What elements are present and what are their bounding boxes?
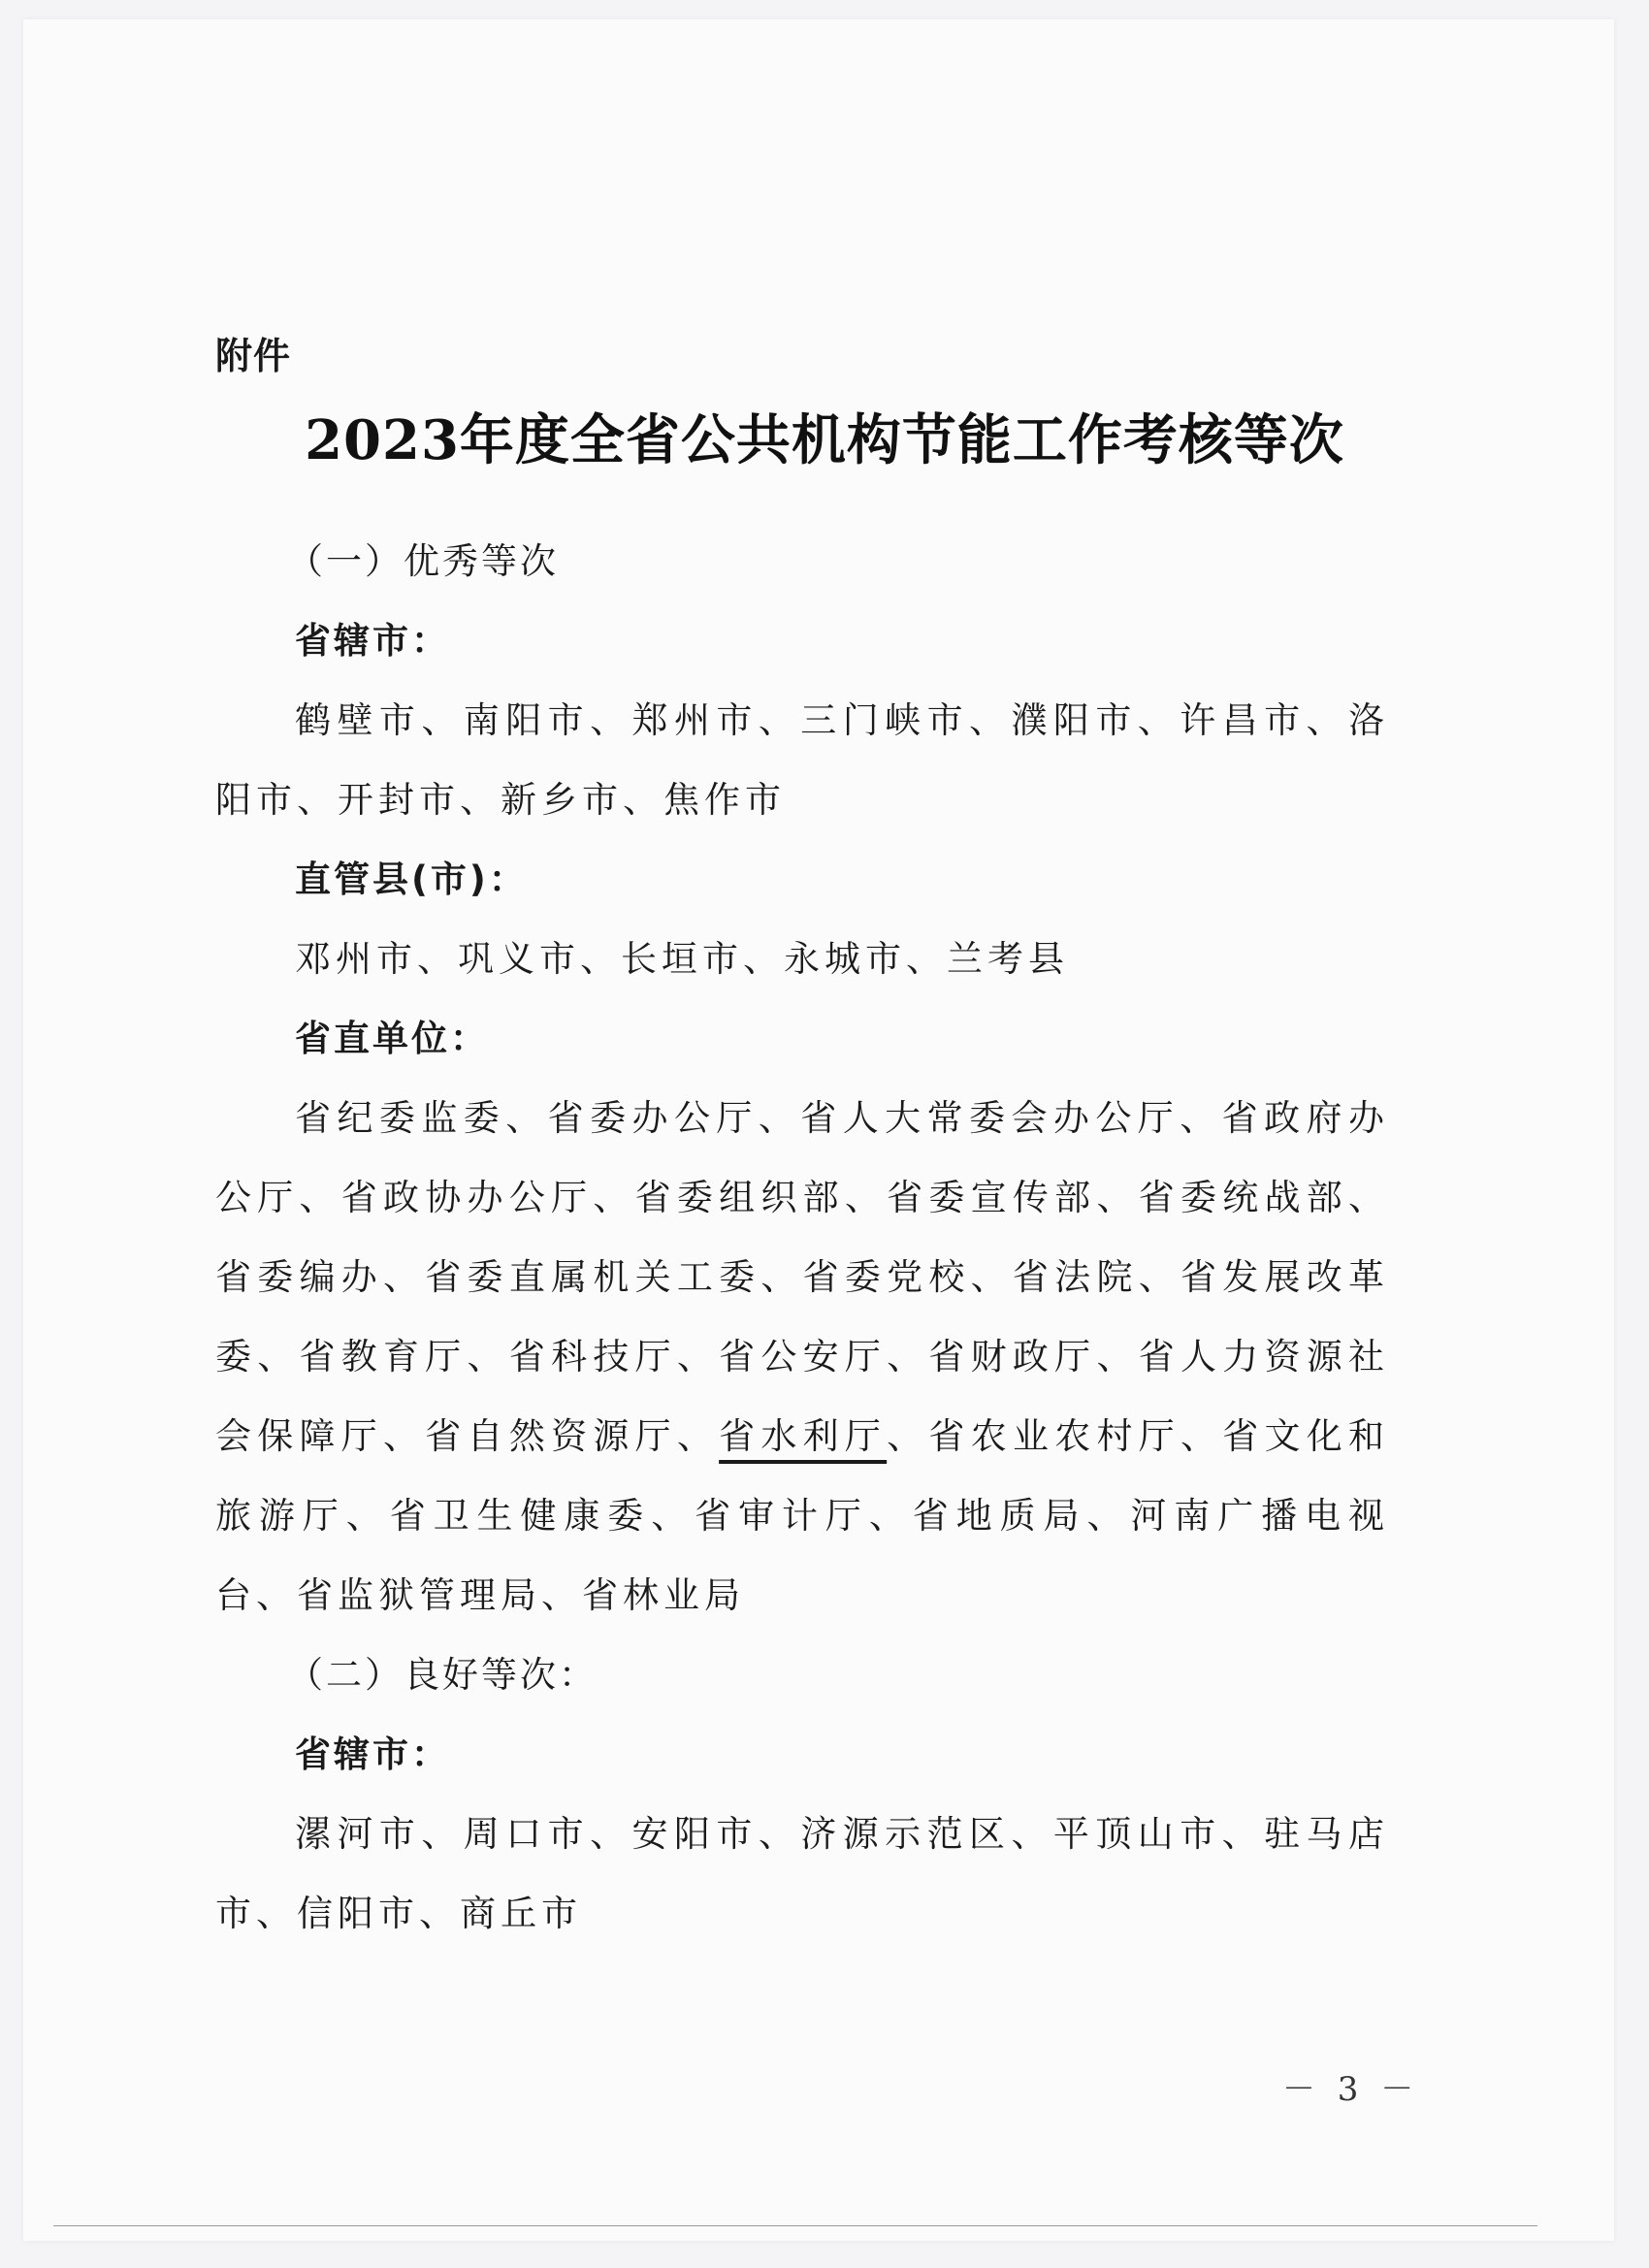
group-label: 直管县(市)：: [295, 859, 528, 900]
group-paragraph: [215, 920, 1389, 999]
paragraph-text: 、省农业农村厅、省文化和旅游厅、省卫生健康委、省审计厅、省地质局、河南广播电视台、省监狱管理局、省林业局: [215, 1415, 1390, 1616]
document-body: [215, 522, 1389, 1954]
section-heading: （二）良好等次：: [287, 1654, 598, 1696]
group-paragraph: [215, 681, 1389, 840]
paragraph-text: 省纪委监委、省委办公厅、省人大常委会办公厅、省政府办公厅、省政协办公厅、省委组织部、省委宣传部、省委统战部、省委编办、省委直属机关工委、省委党校、省法院、省发展改革委、省教育厅、省科技厅、省公安厅、省财政厅、省人力资源社会保障厅、省自然资源厅、: [215, 1097, 1389, 1457]
underlined-entry: 省水利厅: [719, 1415, 888, 1457]
group-paragraph: [215, 1795, 1389, 1954]
group-paragraph: [215, 1079, 1389, 1636]
document-title: 2023年度全省公共机构节能工作考核等次: [305, 408, 1344, 472]
section-heading: （一）优秀等次: [287, 540, 559, 582]
paragraph-text: 邓州市、巩义市、长垣市、永城市、兰考县: [295, 938, 1069, 980]
attachment-label: 附件: [215, 335, 292, 377]
page-number: － 3 －: [1282, 2070, 1420, 2109]
paragraph-text: 漯河市、周口市、安阳市、济源示范区、平顶山市、驻马店市、信阳市、商丘市: [215, 1813, 1389, 1934]
bottom-divider: [53, 2225, 1537, 2226]
group-label: 省辖市：: [295, 620, 450, 662]
group-label: 省直单位：: [295, 1018, 489, 1059]
group-label: 省辖市：: [295, 1733, 450, 1775]
paragraph-text: 鹤壁市、南阳市、郑州市、三门峡市、濮阳市、许昌市、洛阳市、开封市、新乡市、焦作市: [215, 699, 1389, 821]
